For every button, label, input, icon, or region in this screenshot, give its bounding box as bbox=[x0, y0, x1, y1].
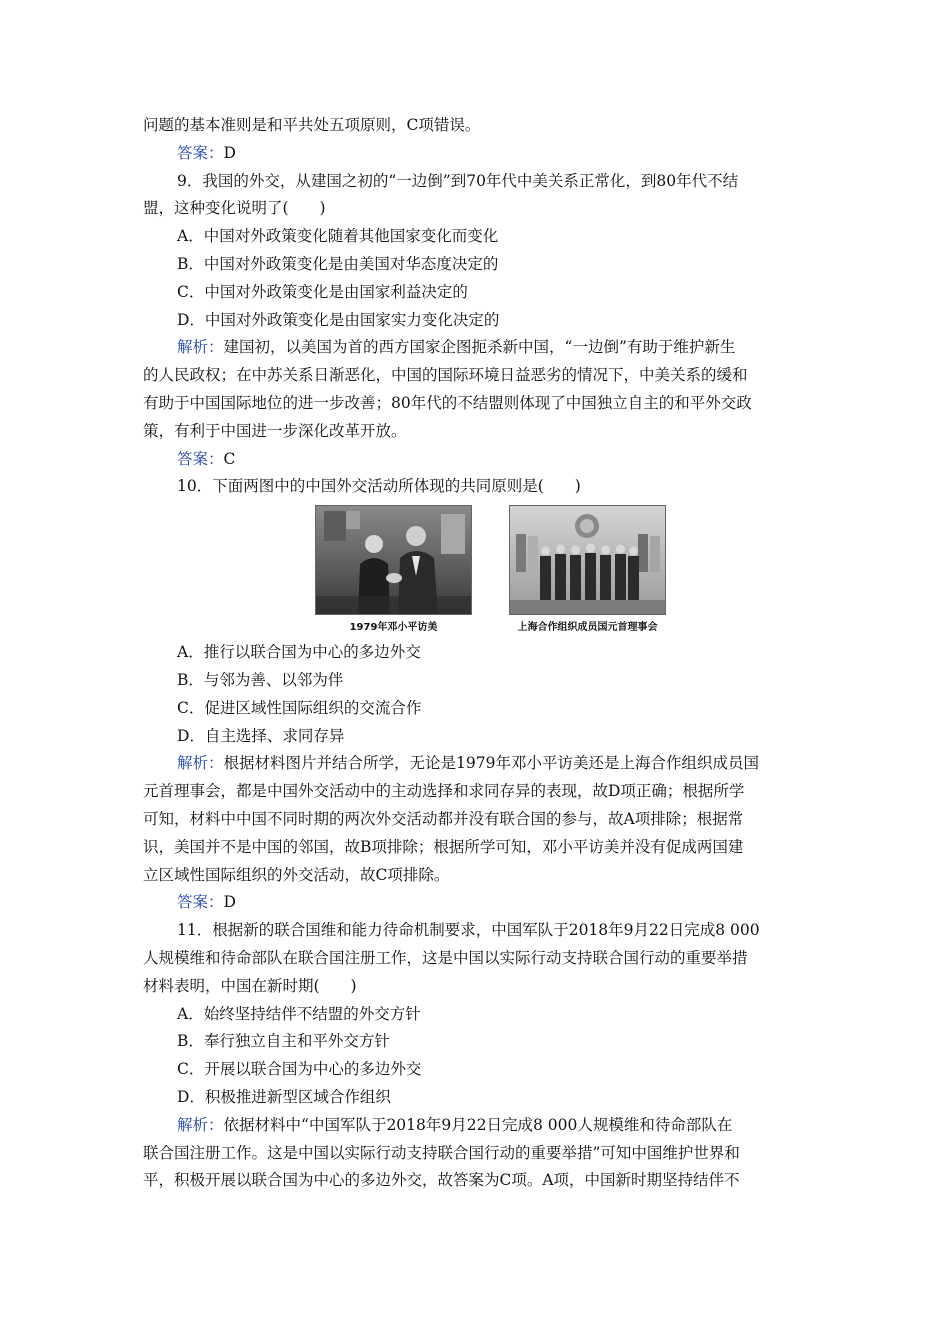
option-line bbox=[143, 695, 808, 723]
option-line bbox=[143, 1056, 808, 1084]
line-text: B．奉行独立自主和平外交方针 bbox=[177, 1032, 390, 1051]
line-text: B．与邻为善、以邻为伴 bbox=[177, 670, 344, 689]
question-line bbox=[143, 473, 808, 501]
text-line bbox=[143, 362, 808, 390]
document-page bbox=[143, 112, 808, 1195]
analysis-label: 解析： bbox=[177, 338, 224, 357]
line-text: A．始终坚持结伴不结盟的外交方针 bbox=[177, 1004, 421, 1023]
line-text: B．中国对外政策变化是由美国对华态度决定的 bbox=[177, 254, 499, 273]
text-line bbox=[143, 778, 808, 806]
text-line bbox=[143, 1167, 808, 1195]
photo-handshake bbox=[315, 505, 472, 615]
text-line bbox=[143, 973, 808, 1001]
line-text: 识，美国并不是中国的邻国，故B项排除；根据所学可知，邓小平访美并没有促成两国建 bbox=[143, 837, 744, 856]
line-text: 9．我国的外交，从建国之初的“一边倒”到70年代中美关系正常化，到80年代不结 bbox=[177, 171, 739, 190]
text-line bbox=[143, 806, 808, 834]
line-text: C．开展以联合国为中心的多边外交 bbox=[177, 1060, 422, 1079]
line-text: 的人民政权；在中苏关系日渐恶化，中国的国际环境日益恶劣的情况下，中美关系的缓和 bbox=[143, 366, 748, 385]
text-block-top bbox=[143, 112, 808, 501]
question-line bbox=[143, 917, 808, 945]
text-line bbox=[143, 418, 808, 446]
line-text: 材料表明，中国在新时期( ) bbox=[143, 976, 357, 995]
analysis-label: 解析： bbox=[177, 754, 224, 773]
figure-caption-right: 上海合作组织成员国元首理事会 bbox=[517, 622, 658, 634]
line-text: 人规模维和待命部队在联合国注册工作，这是中国以实际行动支持联合国行动的重要举措 bbox=[143, 948, 748, 967]
line-text: 问题的基本准则是和平共处五项原则，C项错误。 bbox=[143, 116, 481, 134]
answer-line bbox=[143, 889, 808, 917]
option-line bbox=[143, 223, 808, 251]
line-text: D bbox=[223, 893, 236, 912]
line-text: D．自主选择、求同存异 bbox=[177, 726, 345, 745]
text-line bbox=[143, 390, 808, 418]
option-line bbox=[143, 1084, 808, 1112]
text-line bbox=[143, 834, 808, 862]
line-text: 建国初，以美国为首的西方国家企图扼杀新中国，“一边倒”有助于维护新生 bbox=[223, 338, 736, 357]
line-text: 11．根据新的联合国维和能力待命机制要求，中国军队于2018年9月22日完成8 000 bbox=[177, 921, 760, 940]
analysis-line bbox=[143, 334, 808, 362]
line-text: A．推行以联合国为中心的多边外交 bbox=[177, 643, 421, 662]
line-text: 平，积极开展以联合国为中心的多边外交，故答案为C项。A项，中国新时期坚持结伴不 bbox=[143, 1171, 740, 1190]
text-line bbox=[143, 1140, 808, 1168]
line-text: 10．下面两图中的中国外交活动所体现的共同原则是( ) bbox=[177, 477, 581, 496]
answer-line bbox=[143, 446, 808, 474]
line-text: D．中国对外政策变化是由国家实力变化决定的 bbox=[177, 310, 500, 329]
option-line bbox=[143, 1001, 808, 1029]
line-text: 有助于中国国际地位的进一步改善；80年代的不结盟则体现了中国独立自主的和平外交政 bbox=[143, 393, 752, 412]
text-line bbox=[143, 862, 808, 890]
line-text: 立区域性国际组织的外交活动，故C项排除。 bbox=[143, 865, 450, 884]
answer-label: 答案： bbox=[177, 143, 224, 162]
option-line bbox=[143, 723, 808, 751]
photo-group-leaders bbox=[509, 505, 666, 615]
line-text: D．积极推进新型区域合作组织 bbox=[177, 1087, 391, 1106]
figure-sco-summit bbox=[509, 505, 666, 633]
line-text: 联合国注册工作。这是中国以实际行动支持联合国行动的重要举措”可知中国维护世界和 bbox=[143, 1143, 740, 1162]
option-line bbox=[143, 307, 808, 335]
line-text: 策，有利于中国进一步深化改革开放。 bbox=[143, 421, 407, 440]
analysis-label: 解析： bbox=[177, 1115, 224, 1134]
line-text: D bbox=[223, 143, 236, 162]
line-text: A．中国对外政策变化随着其他国家变化而变化 bbox=[177, 227, 499, 246]
question-line bbox=[143, 168, 808, 196]
option-line bbox=[143, 667, 808, 695]
line-text: C．中国对外政策变化是由国家利益决定的 bbox=[177, 282, 468, 301]
analysis-line bbox=[143, 1112, 808, 1140]
analysis-line bbox=[143, 750, 808, 778]
answer-label: 答案： bbox=[177, 893, 224, 912]
text-line bbox=[143, 112, 808, 140]
option-line bbox=[143, 1028, 808, 1056]
option-line bbox=[143, 639, 808, 667]
option-line bbox=[143, 279, 808, 307]
figure-row bbox=[143, 505, 808, 633]
text-line bbox=[143, 195, 808, 223]
text-block-bottom bbox=[143, 639, 808, 1195]
answer-label: 答案： bbox=[177, 449, 224, 468]
line-text: 元首理事会，都是中国外交活动中的主动选择和求同存异的表现，故D项正确；根据所学 bbox=[143, 782, 745, 801]
line-text: 依据材料中“中国军队于2018年9月22日完成8 000人规模维和待命部队在 bbox=[223, 1115, 733, 1134]
line-text: C bbox=[223, 449, 236, 468]
line-text: C．促进区域性国际组织的交流合作 bbox=[177, 698, 422, 717]
answer-line bbox=[143, 140, 808, 168]
text-line bbox=[143, 945, 808, 973]
option-line bbox=[143, 251, 808, 279]
line-text: 盟，这种变化说明了( ) bbox=[143, 199, 326, 218]
line-text: 可知，材料中中国不同时期的两次外交活动都并没有联合国的参与，故A项排除；根据常 bbox=[143, 809, 744, 828]
figure-deng-visit bbox=[315, 505, 472, 633]
line-text: 根据材料图片并结合所学，无论是1979年邓小平访美还是上海合作组织成员国 bbox=[223, 754, 759, 773]
figure-caption-left: 1979年邓小平访美 bbox=[349, 622, 438, 634]
